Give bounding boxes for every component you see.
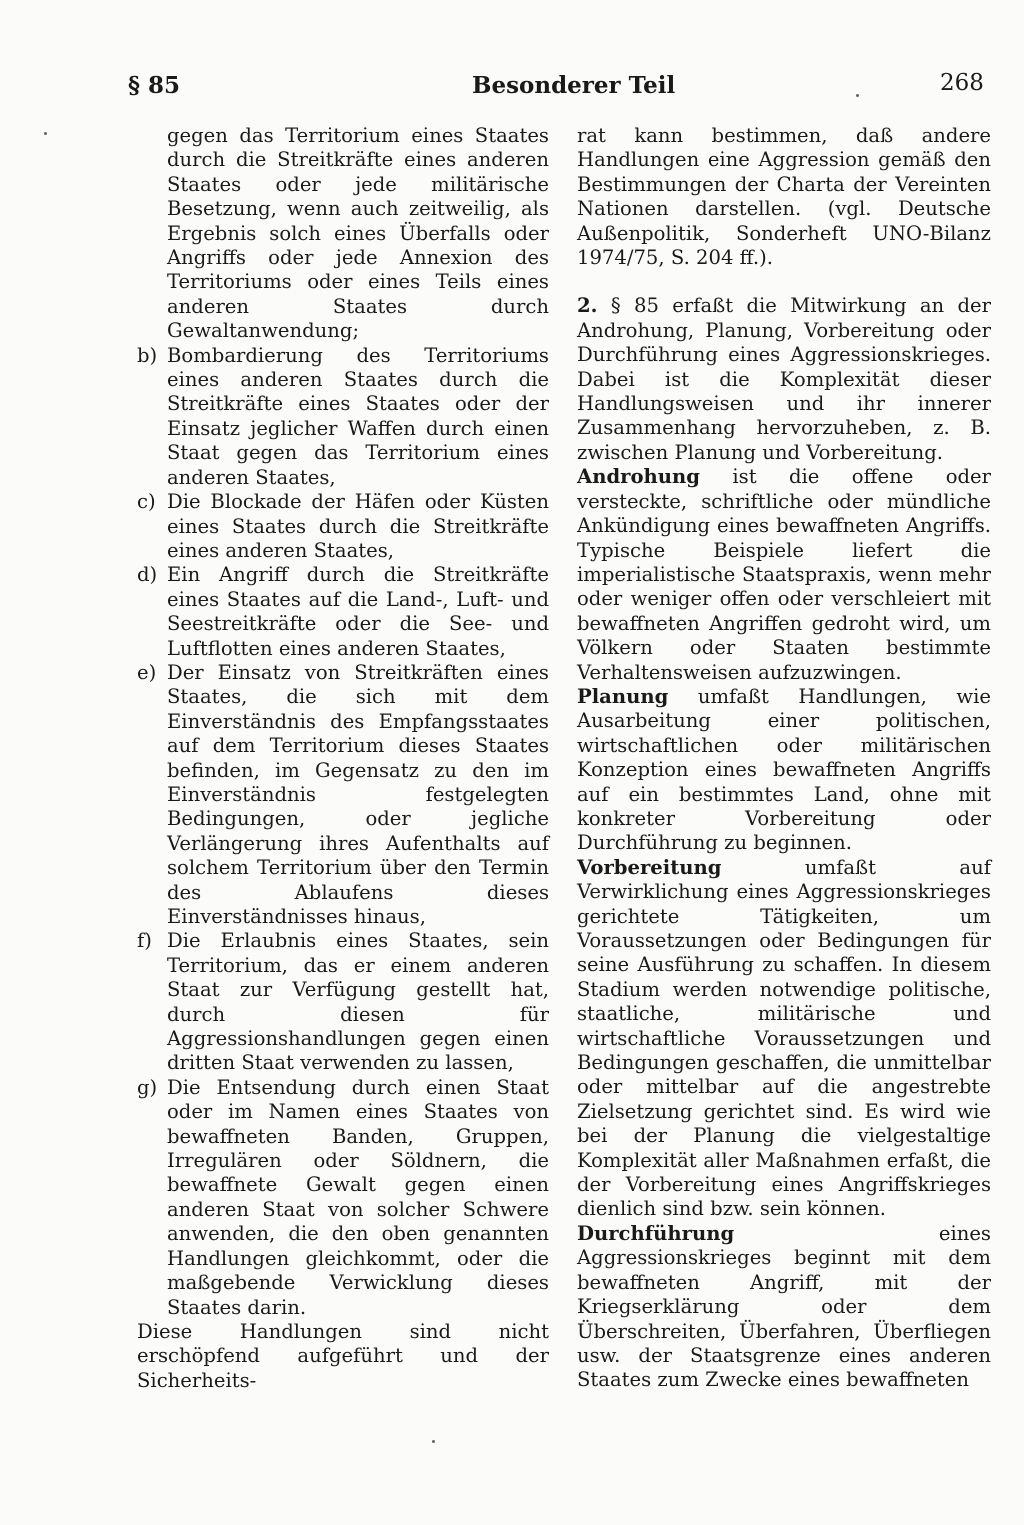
list-item-label: d) (137, 563, 158, 587)
item-a-continuation: gegen das Territorium eines Staates durch die Streitkräfte eines anderen Staates oder jede militärische Besetzung, wenn auch zeitweilig, als Ergebnis solch eines Überfalls oder Angriffs oder jede Annexion des Territoriums oder eines Teils eines anderen Staates durch Gewaltanwendung; (167, 124, 549, 343)
definition-text: ist die offene oder versteckte, schriftliche oder mündliche Ankündigung eines bewaffneten Angriffs. Typische Beispiele liefert die imperialistische Staatspraxis, wenn mehr oder weniger offen oder verschleiert mit bewaffneten Angriffen gedroht wird, um Völkern oder Staaten bestimmte Verhaltensweisen aufzuzwingen. (577, 465, 991, 684)
list-item-e (137, 661, 549, 929)
list-item-text: Die Blockade der Häfen oder Küsten eines Staates durch die Streitkräfte eines anderen Staates, (167, 490, 549, 562)
list-item-label: f) (137, 929, 152, 953)
list-item-f (137, 929, 549, 1075)
definition-androhung (577, 465, 991, 685)
list-item-text: Der Einsatz von Streitkräften eines Staates, die sich mit dem Einverständnis des Empfangsstaates auf dem Territorium dieses Staates befinden, im Gegensatz zu den im Einverständnis festgelegten Bedingungen, oder jegliche Verlängerung ihres Aufenthalts auf solchem Territorium über den Termin des Ablaufens dieses Einverständnisses hinaus, (167, 660, 549, 928)
definition-vorbereitung (577, 856, 991, 1222)
right-column (577, 124, 991, 1393)
closing-paragraph: Diese Handlungen sind nicht erschöpfend aufgeführt und der Sicherheits- (137, 1319, 549, 1392)
list-item-d (137, 563, 549, 661)
list-item-text: Bombardierung des Territoriums eines anderen Staates durch die Streitkräfte eines Staates oder der Einsatz jeglicher Waffen durch einen Staat gegen das Territorium eines anderen Staates, (167, 343, 549, 489)
list-item-label: c) (137, 490, 156, 514)
definition-term: Durchführung (577, 1221, 735, 1245)
list-item-label: e) (137, 660, 157, 684)
list-item-g (137, 1076, 549, 1320)
scan-speck (432, 1440, 435, 1443)
left-column (137, 124, 549, 1393)
definition-text: eines Aggressionskrieges beginnt mit dem bewaffneten Angriff, mit der Kriegserklärung oder dem Überschreiten, Überfahren, Überfliegen usw. der Staatsgrenze eines anderen Staates zum Zwecke eines bewaffneten (577, 1221, 991, 1392)
point-number: 2. (577, 294, 598, 318)
definition-term: Vorbereitung (577, 855, 722, 879)
scan-speck (856, 94, 859, 97)
point-2-paragraph (577, 294, 991, 465)
list-item-text: Die Erlaubnis eines Staates, sein Territorium, das er einem anderen Staat zur Verfügung gestellt hat, durch diesen für Aggressionshandlungen gegen einen dritten Staat verwenden zu lassen, (167, 929, 549, 1075)
definition-text: umfaßt auf Verwirklichung eines Aggressionskrieges gerichtete Tätigkeiten, um Voraussetzungen oder Bedingungen für seine Ausführung zu schaffen. In diesem Stadium werden notwendige politische, staatliche, militärische und wirtschaftliche Voraussetzungen und Bedingungen geschaffen, die unmittelbar oder mittelbar auf die angestrebte Zielsetzung gerichtet sind. Es wird wie bei der Planung die vielgestaltige Komplexität aller Maßnahmen erfaßt, die der Vorbereitung eines Angriffskrieges dienlich sind bzw. sein können. (577, 855, 991, 1221)
definition-text: umfaßt Handlungen, wie Ausarbeitung einer politischen, wirtschaftlichen oder militärischen Konzeption eines bewaffneten Angriffs auf ein bestimmtes Land, ohne mit konkreter Vorbereitung oder Durchführung zu beginnen. (577, 684, 991, 855)
list-item-label: b) (137, 343, 158, 367)
section-number: § 85 (128, 72, 181, 99)
definition-term: Planung (577, 684, 669, 708)
running-title: Besonderer Teil (472, 72, 676, 99)
page-number: 268 (940, 70, 984, 96)
list-item-c (137, 490, 549, 563)
list-item-text: Die Entsendung durch einen Staat oder im Namen eines Staates von bewaffneten Banden, Gruppen, Irregulären oder Söldnern, die bewaffnete Gewalt gegen einen anderen Staat von solcher Schwere anwenden, die den oben genannten Handlungen gleichkommt, oder die maßgebende Verwicklung dieses Staates darin. (167, 1075, 549, 1319)
point-text: § 85 erfaßt die Mitwirkung an der Androhung, Planung, Vorbereitung oder Durchführung eines Aggressionskrieges. Dabei ist die Komplexität dieser Handlungsweisen und ihr innerer Zusammenhang hervorzuheben, z. B. zwischen Planung und Vorbereitung. (577, 294, 991, 464)
list-item-label: g) (137, 1075, 158, 1099)
definition-term: Androhung (577, 465, 700, 489)
definition-planung (577, 685, 991, 856)
list-item-b (137, 344, 549, 490)
intro-paragraph: rat kann bestimmen, daß andere Handlungen eine Aggression gemäß den Bestimmungen der Charta der Vereinten Nationen darstellen. (vgl. Deutsche Außenpolitik, Sonderheft UNO-Bilanz 1974/75, S. 204 ff.). (577, 124, 991, 270)
scan-speck (44, 132, 47, 135)
list-item-text: Ein Angriff durch die Streitkräfte eines Staates auf die Land-, Luft- und Seestreitkräfte oder die See- und Luftflotten eines anderen Staates, (167, 563, 549, 660)
definition-durchfuehrung (577, 1222, 991, 1393)
page-header (0, 72, 1024, 112)
